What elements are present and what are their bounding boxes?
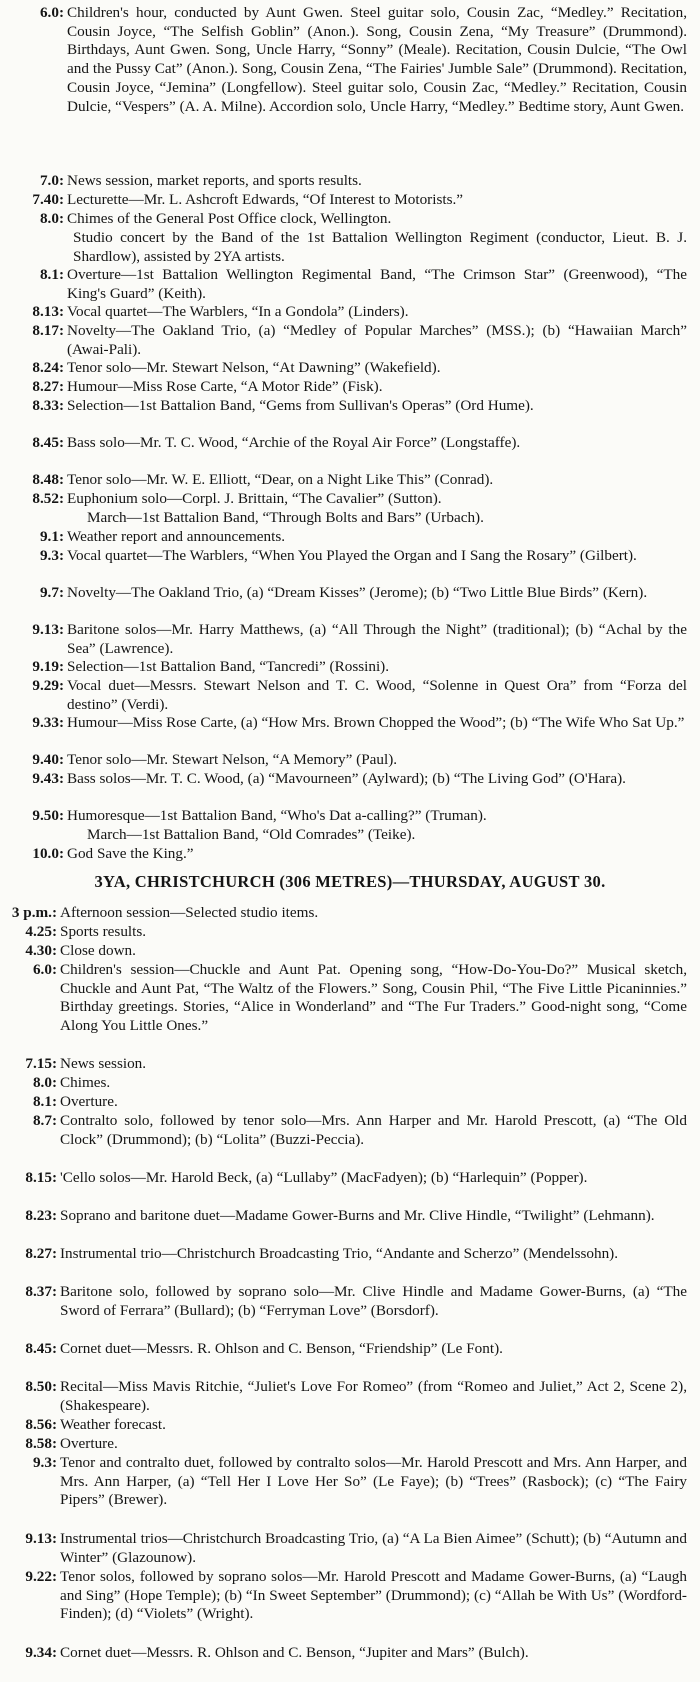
program-entry — [0, 658, 700, 677]
program-entry — [0, 1454, 700, 1530]
program-entry — [0, 528, 700, 547]
entry-text: Instrumental trio—Christchurch Broadcasting Trio, “Andante and Scherzo” (Mendelssohn). — [60, 1245, 619, 1262]
entry-time: 9.3: — [32, 1454, 57, 1471]
entry-text: Selection—1st Battalion Band, “Tancredi” (Rossini). — [67, 658, 390, 675]
program-entry — [0, 942, 700, 961]
entry-text: News session. — [60, 1055, 147, 1072]
entry-text: Bass solos—Mr. T. C. Wood, (a) “Mavourneen” (Aylward); (b) “The Living God” (O'Hara). — [67, 770, 626, 787]
program-entry — [0, 1378, 700, 1416]
entry-text: Overture—1st Battalion Wellington Regimental Band, “The Crimson Star” (Greenwood), “The King's Guard” (Keith). — [67, 266, 687, 302]
program-entry — [0, 266, 700, 303]
program-entry — [0, 1435, 700, 1454]
program-entry — [0, 621, 700, 658]
entry-text: Bass solo—Mr. T. C. Wood, “Archie of the Royal Air Force” (Longstaffe). — [67, 434, 521, 451]
program-entry — [0, 1207, 700, 1245]
entry-text: News session, market reports, and sports results. — [67, 172, 362, 189]
program-entry — [0, 1644, 700, 1682]
entry-time: 8.1: — [32, 1093, 57, 1110]
entry-text: Humour—Miss Rose Carte, (a) “How Mrs. Brown Chopped the Wood”; (b) “The Wife Who Sat Up.” — [67, 714, 685, 731]
entry-text: Recital—Miss Mavis Ritchie, “Juliet's Love For Romeo” (from “Romeo and Juliet,” Act 2, Scene 2), (Shakespeare). — [60, 1378, 687, 1414]
program-entry — [0, 322, 700, 359]
entry-time: 8.37: — [25, 1283, 57, 1300]
program-entry — [0, 1530, 700, 1568]
entry-time: 8.52: — [32, 490, 64, 507]
entry-time: 8.0: — [39, 210, 64, 227]
entry-text: Tenor solo—Mr. Stewart Nelson, “At Dawning” (Wakefield). — [67, 359, 441, 376]
entry-time: 9.33: — [32, 714, 64, 731]
entry-time: 4.30: — [25, 942, 57, 959]
entry-time: 8.13: — [32, 303, 64, 320]
entry-text: Chimes of the General Post Office clock, Wellington. — [67, 210, 392, 227]
entry-text: Tenor solos, followed by soprano solos—Mr. Harold Prescott and Madame Gower-Burns, (a) “Laugh and Sing” (Hope Temple); (b) “In Sweet September” (Drummond); (c) “Allah be With Us” (Wordford-Finden); (d) “Violets” (Wright). — [60, 1568, 687, 1623]
program-entry — [0, 1055, 700, 1074]
entry-time: 9.29: — [32, 677, 64, 694]
program-entry — [0, 904, 700, 923]
entry-time: 8.17: — [32, 322, 64, 339]
program-entry — [0, 770, 700, 807]
program-entry — [0, 1416, 700, 1435]
entry-text: Contralto solo, followed by tenor solo—Mrs. Ann Harper and Mr. Harold Prescott, (a) “The Old Clock” (Drummond); (b) “Lolita” (Buzzi-Peccia). — [60, 1112, 687, 1148]
program-entry — [0, 210, 700, 229]
program-entry — [0, 191, 700, 210]
entry-text: March—1st Battalion Band, “Through Bolts and Bars” (Urbach). — [87, 509, 484, 526]
entry-text: Tenor and contralto duet, followed by contralto solos—Mr. Harold Prescott and Mrs. Ann Harper, and Mrs. Ann Harper, (a) “Tell Her I Love Her So” (Le Faye); (b) “Trees” (Rasbock); (c) “The Fairy Pipers” (Brewer). — [60, 1454, 687, 1509]
entry-time: 9.1: — [39, 528, 64, 545]
program-section-wellington — [0, 4, 700, 864]
program-entry — [0, 397, 700, 434]
entry-time: 8.27: — [32, 378, 64, 395]
entry-text: Cornet duet—Messrs. R. Ohlson and C. Benson, “Friendship” (Le Font). — [60, 1340, 503, 1357]
program-entry — [0, 1074, 700, 1093]
program-entry — [0, 1568, 700, 1644]
program-entry — [0, 378, 700, 397]
entry-text: Children's session—Chuckle and Aunt Pat. Opening song, “How-Do-You-Do?” Musical sketch, Chuckle and Aunt Pat, “The Waltz of the Flowers.” Song, Cousin Phil, “The Five Little Picaninnies.” Birthday greetings. Stories, “Alice in Wonderland” and “The Fur Traders.” Good-night song, “Come Along You Little Ones.” — [60, 961, 687, 1035]
entry-time: 6.0: — [32, 961, 57, 978]
entry-text: Close down. — [60, 942, 136, 959]
program-entry — [0, 961, 700, 1055]
entry-time: 8.48: — [32, 471, 64, 488]
entry-text: Euphonium solo—Corpl. J. Brittain, “The Cavalier” (Sutton). — [67, 490, 442, 507]
program-entry — [0, 359, 700, 378]
entry-time: 7.0: — [39, 172, 64, 189]
entry-text: God Save the King.” — [67, 845, 194, 862]
entry-time: 9.50: — [32, 807, 64, 824]
program-entry — [0, 1112, 700, 1169]
entry-text: Lecturette—Mr. L. Ashcroft Edwards, “Of Interest to Motorists.” — [67, 191, 464, 208]
entry-time: 9.43: — [32, 770, 64, 787]
entry-text: Cornet duet—Messrs. R. Ohlson and C. Benson, “Jupiter and Mars” (Bulch). — [60, 1644, 529, 1661]
entry-time: 7.15: — [25, 1055, 57, 1072]
program-entry — [0, 845, 700, 864]
program-entry — [0, 807, 700, 826]
entry-text: Weather report and announcements. — [67, 528, 286, 545]
entry-text: Tenor solo—Mr. Stewart Nelson, “A Memory” (Paul). — [67, 751, 398, 768]
entry-text: 'Cello solos—Mr. Harold Beck, (a) “Lullaby” (MacFadyen); (b) “Harlequin” (Popper). — [60, 1169, 588, 1186]
entry-text: Children's hour, conducted by Aunt Gwen. Steel guitar solo, Cousin Zac, “Medley.” Recitation, Cousin Joyce, “The Selfish Goblin” (Anon.). Song, Cousin Zena, “My Treasure” (Drummond). Birthdays, Aunt Gwen. Song, Uncle Harry, “Sonny” (Meale). Recitation, Cousin Dulcie, “The Owl and the Pussy Cat” (Anon.). Song, Cousin Zena, “The Fairies' Jumble Sale” (Drummond). Recitation, Cousin Joyce, “Jemina” (Longfellow). Steel guitar solo, Cousin Zac, “Medley.” Recitation, Cousin Dulcie, “Vespers” (A. A. Milne). Accordion solo, Uncle Harry, “Medley.” Bedtime story, Aunt Gwen. — [67, 4, 687, 115]
entry-text: Vocal duet—Messrs. Stewart Nelson and T. C. Wood, “Solenne in Quest Ora” from “Forza del destino” (Verdi). — [67, 677, 687, 713]
program-entry — [0, 172, 700, 191]
entry-time: 8.45: — [25, 1340, 57, 1357]
entry-time: 8.0: — [32, 1074, 57, 1091]
entry-text: Soprano and baritone duet—Madame Gower-Burns and Mr. Clive Hindle, “Twilight” (Lehmann). — [60, 1207, 655, 1224]
program-entry — [0, 471, 700, 490]
program-entry — [0, 509, 700, 528]
entry-time: 8.15: — [25, 1169, 57, 1186]
entry-time: 8.58: — [25, 1435, 57, 1452]
entry-text: Vocal quartet—The Warblers, “When You Played the Organ and I Sang the Rosary” (Gilbert). — [67, 547, 637, 564]
program-entry — [0, 4, 700, 172]
program-entry — [0, 1245, 700, 1283]
program-entry — [0, 677, 700, 714]
entry-text: March—1st Battalion Band, “Old Comrades” (Teike). — [87, 826, 416, 843]
program-entry — [0, 434, 700, 471]
program-entry — [0, 714, 700, 751]
station-heading: 3YA, CHRISTCHURCH (306 METRES)—THURSDAY, AUGUST 30. — [94, 872, 606, 891]
entry-text: Vocal quartet—The Warblers, “In a Gondola” (Linders). — [67, 303, 409, 320]
program-entry — [0, 584, 700, 621]
entry-time: 10.0: — [32, 845, 64, 862]
entry-text: Afternoon session—Selected studio items. — [60, 904, 319, 921]
entry-time: 9.34: — [25, 1644, 57, 1661]
entry-text: Selection—1st Battalion Band, “Gems from Sullivan's Operas” (Ord Hume). — [67, 397, 534, 414]
program-entry — [0, 547, 700, 584]
entry-time: 8.1: — [39, 266, 64, 283]
entry-text: Novelty—The Oakland Trio, (a) “Dream Kisses” (Jerome); (b) “Two Little Blue Birds” (Kern). — [67, 584, 648, 601]
entry-time: 9.40: — [32, 751, 64, 768]
program-entry — [0, 1283, 700, 1340]
entry-time: 6.0: — [39, 4, 64, 21]
entry-time: 9.3: — [39, 547, 64, 564]
entry-time: 8.33: — [32, 397, 64, 414]
entry-text: Instrumental trios—Christchurch Broadcasting Trio, (a) “A La Bien Aimee” (Schutt); (b) “Autumn and Winter” (Glazounow). — [60, 1530, 687, 1566]
entry-text: Sports results. — [60, 923, 147, 940]
entry-time: 8.45: — [32, 434, 64, 451]
program-entry — [0, 229, 700, 266]
entry-text: Tenor solo—Mr. W. E. Elliott, “Dear, on a Night Like This” (Conrad). — [67, 471, 494, 488]
entry-time: 9.7: — [39, 584, 64, 601]
entry-time: 8.7: — [32, 1112, 57, 1129]
entry-time: 9.13: — [25, 1530, 57, 1547]
entry-text: Humoresque—1st Battalion Band, “Who's Dat a-calling?” (Truman). — [67, 807, 487, 824]
entry-time: 8.27: — [25, 1245, 57, 1262]
entry-time: 9.13: — [32, 621, 64, 638]
entry-text: Baritone solos—Mr. Harry Matthews, (a) “All Through the Night” (traditional); (b) “Achal by the Sea” (Lawrence). — [67, 621, 687, 657]
entry-time: 9.22: — [25, 1568, 57, 1585]
entry-text: Novelty—The Oakland Trio, (a) “Medley of Popular Marches” (MSS.); (b) “Hawaiian March” (Awai-Pali). — [67, 322, 687, 358]
entry-time: 8.24: — [32, 359, 64, 376]
entry-text: Humour—Miss Rose Carte, “A Motor Ride” (Fisk). — [67, 378, 383, 395]
entry-time: 9.19: — [32, 658, 64, 675]
program-entry — [0, 303, 700, 322]
entry-time: 4.25: — [25, 923, 57, 940]
entry-text: Weather forecast. — [60, 1416, 166, 1433]
entry-text: Overture. — [60, 1435, 118, 1452]
entry-text: Baritone solo, followed by soprano solo—Mr. Clive Hindle and Madame Gower-Burns, (a) “The Sword of Ferrara” (Bullard); (b) “Ferryman Love” (Borsdorf). — [60, 1283, 687, 1319]
program-entry — [0, 490, 700, 509]
entry-time: 8.23: — [25, 1207, 57, 1224]
program-entry — [0, 1340, 700, 1378]
entry-time: 7.40: — [32, 191, 64, 208]
program-entry — [0, 923, 700, 942]
entry-text: Overture. — [60, 1093, 118, 1110]
program-entry — [0, 751, 700, 770]
program-entry — [0, 826, 700, 845]
entry-time: 3 p.m.: — [11, 904, 57, 921]
program-entry — [0, 1169, 700, 1207]
program-section-christchurch — [0, 904, 700, 1682]
entry-text: Studio concert by the Band of the 1st Battalion Wellington Regiment (conductor, Lieut. B. J. Shardlow), assisted by 2YA artists. — [73, 229, 687, 265]
program-entry — [0, 1093, 700, 1112]
entry-time: 8.56: — [25, 1416, 57, 1433]
entry-time: 8.50: — [25, 1378, 57, 1395]
entry-text: Chimes. — [60, 1074, 111, 1091]
